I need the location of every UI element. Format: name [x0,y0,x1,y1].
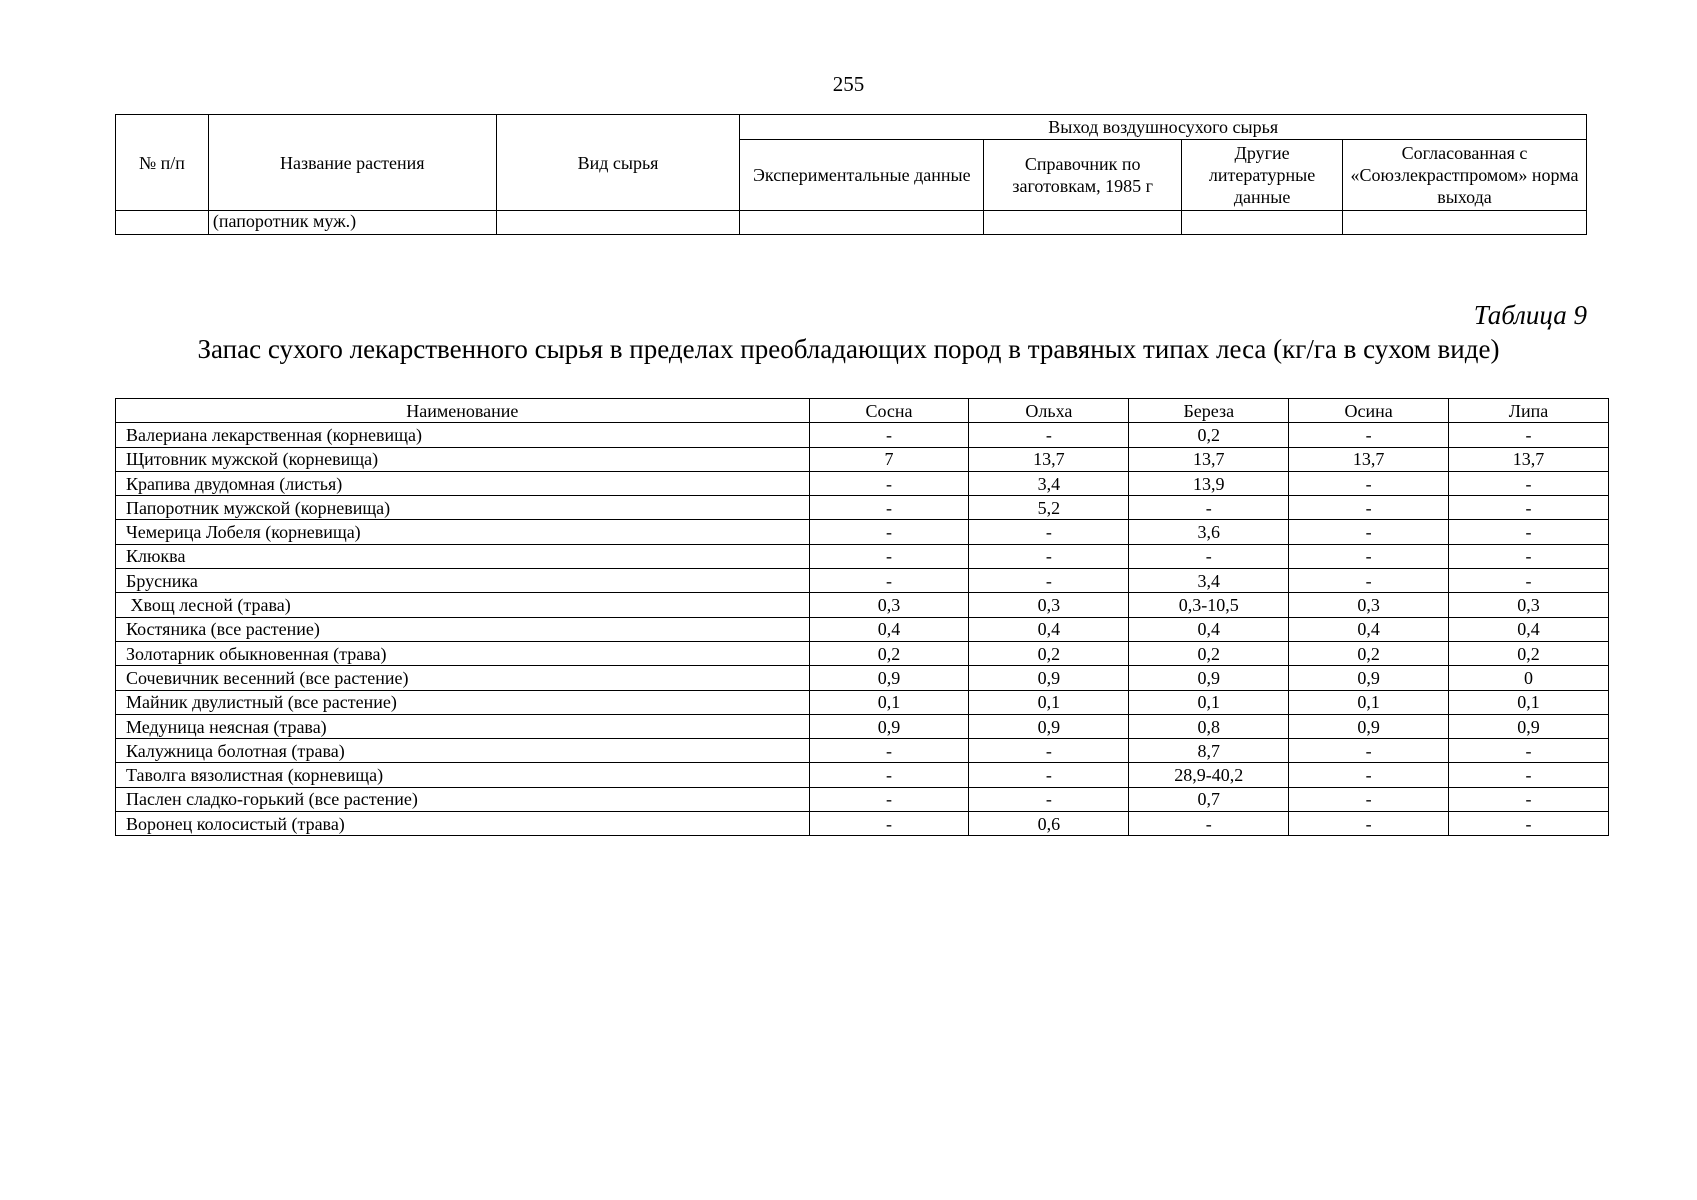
header-experimental: Экспериментальные данные [740,140,984,211]
value-cell: 0,9 [1129,666,1289,690]
table-row [116,641,1609,665]
value-cell: - [969,569,1129,593]
plant-name-cell: Таволга вязолистная (корневища) [116,763,810,787]
plant-name-cell: Крапива двудомная (листья) [116,471,810,495]
cont-cell-other [1182,211,1343,235]
value-cell: 13,9 [1129,471,1289,495]
value-cell: - [1449,763,1609,787]
value-cell: 0,9 [969,714,1129,738]
value-cell: - [809,812,969,836]
table-row [116,763,1609,787]
table-row [116,593,1609,617]
table-row [116,690,1609,714]
value-cell: - [1289,423,1449,447]
value-cell: - [969,520,1129,544]
value-cell: 0,1 [969,690,1129,714]
plant-name-cell: Клюква [116,544,810,568]
header-yield-group: Выход воздушносухого сырья [740,115,1587,140]
value-cell: - [969,739,1129,763]
cont-cell-agreed [1343,211,1587,235]
value-cell: 0,2 [969,641,1129,665]
plant-name-cell: Золотарник обыкновенная (трава) [116,641,810,665]
value-cell: 7 [809,447,969,471]
value-cell: 0,2 [809,641,969,665]
page-number: 255 [832,72,865,96]
value-cell: - [1289,739,1449,763]
value-cell: - [1449,812,1609,836]
value-cell: - [1289,496,1449,520]
stock-table-body [116,423,1609,836]
plant-name-cell: Майник двулистный (все растение) [116,690,810,714]
value-cell: - [969,787,1129,811]
header-raw-type: Вид сырья [496,115,740,211]
value-cell: 13,7 [1129,447,1289,471]
table-row [116,471,1609,495]
table-row [116,666,1609,690]
value-cell: - [1449,423,1609,447]
value-cell: 0,4 [969,617,1129,641]
value-cell: - [809,763,969,787]
value-cell: 13,7 [969,447,1129,471]
table-row [116,617,1609,641]
header-handbook: Справочник по заготовкам, 1985 г [984,140,1182,211]
value-cell: 0,3 [1289,593,1449,617]
table-row [116,520,1609,544]
value-cell: - [1289,787,1449,811]
stock-table [115,398,1609,836]
value-cell: 0 [1449,666,1609,690]
header-plant-name: Название растения [208,115,496,211]
value-cell: 3,4 [1129,569,1289,593]
value-cell: 8,7 [1129,739,1289,763]
value-cell: - [809,739,969,763]
value-cell: 0,1 [1449,690,1609,714]
value-cell: - [809,471,969,495]
value-cell: - [969,763,1129,787]
header-agreed-norm: Согласованная с «Союзлекрастпромом» норма выхода [1343,140,1587,211]
cont-cell-exp [740,211,984,235]
value-cell: - [1449,496,1609,520]
col-header-name: Наименование [116,399,810,423]
table-row [116,544,1609,568]
value-cell: - [1289,569,1449,593]
value-cell: - [809,520,969,544]
value-cell: - [1449,739,1609,763]
value-cell: - [1129,812,1289,836]
value-cell: 0,4 [1449,617,1609,641]
value-cell: - [969,544,1129,568]
value-cell: 0,8 [1129,714,1289,738]
plant-name-cell: Брусника [116,569,810,593]
value-cell: - [1449,569,1609,593]
stock-table-header-row [116,399,1609,423]
value-cell: 0,7 [1129,787,1289,811]
value-cell: 0,1 [1129,690,1289,714]
plant-name-cell: Хвощ лесной (трава) [116,593,810,617]
value-cell: 0,6 [969,812,1129,836]
plant-name-cell: Щитовник мужской (корневища) [116,447,810,471]
value-cell: - [1449,471,1609,495]
value-cell: 0,1 [1289,690,1449,714]
plant-name-cell: Костяника (все растение) [116,617,810,641]
value-cell: 0,4 [1129,617,1289,641]
value-cell: 0,9 [1289,714,1449,738]
col-header-birch: Береза [1129,399,1289,423]
value-cell: 5,2 [969,496,1129,520]
plant-name-cell: Паслен сладко-горький (все растение) [116,787,810,811]
value-cell: - [969,423,1129,447]
value-cell: - [1289,471,1449,495]
value-cell: - [1289,544,1449,568]
value-cell: 0,2 [1129,641,1289,665]
value-cell: 0,1 [809,690,969,714]
value-cell: 3,4 [969,471,1129,495]
value-cell: - [1449,544,1609,568]
col-header-pine: Сосна [809,399,969,423]
col-header-alder: Ольха [969,399,1129,423]
value-cell: - [1289,812,1449,836]
value-cell: 3,6 [1129,520,1289,544]
header-num: № п/п [116,115,209,211]
value-cell: 0,9 [809,714,969,738]
value-cell: - [1129,496,1289,520]
table-row [116,787,1609,811]
value-cell: - [809,544,969,568]
table-row [116,496,1609,520]
plant-name-cell: Сочевичник весенний (все растение) [116,666,810,690]
value-cell: - [1129,544,1289,568]
value-cell: - [1289,520,1449,544]
continuation-table [115,114,1587,235]
value-cell: - [809,787,969,811]
value-cell: - [1289,763,1449,787]
value-cell: 13,7 [1289,447,1449,471]
value-cell: 0,4 [1289,617,1449,641]
plant-name-cell: Папоротник мужской (корневища) [116,496,810,520]
value-cell: - [1449,787,1609,811]
value-cell: 0,4 [809,617,969,641]
value-cell: 0,2 [1129,423,1289,447]
table-row [116,812,1609,836]
table-title: Запас сухого лекарственного сырья в пределах преобладающих пород в травяных типах леса (кг/га в сухом виде) [197,334,1500,364]
table-row [116,714,1609,738]
value-cell: 0,9 [1449,714,1609,738]
value-cell: - [809,569,969,593]
plant-name-cell: Валериана лекарственная (корневища) [116,423,810,447]
plant-name-cell: Чемерица Лобеля (корневища) [116,520,810,544]
value-cell: 0,3 [1449,593,1609,617]
value-cell: 13,7 [1449,447,1609,471]
cont-cell-num [116,211,209,235]
value-cell: - [809,496,969,520]
cont-cell-name: (папоротник муж.) [208,211,496,235]
table-row [116,447,1609,471]
header-other-literature: Другие литературные данные [1182,140,1343,211]
table-row [116,739,1609,763]
plant-name-cell: Калужница болотная (трава) [116,739,810,763]
cont-cell-type [496,211,740,235]
col-header-aspen: Осина [1289,399,1449,423]
plant-name-cell: Медуница неясная (трава) [116,714,810,738]
cont-cell-handbook [984,211,1182,235]
value-cell: - [1449,520,1609,544]
value-cell: 0,3 [809,593,969,617]
value-cell: 0,9 [969,666,1129,690]
value-cell: 0,3 [969,593,1129,617]
table-row [116,569,1609,593]
value-cell: 0,9 [1289,666,1449,690]
value-cell: 0,3-10,5 [1129,593,1289,617]
col-header-linden: Липа [1449,399,1609,423]
value-cell: 28,9-40,2 [1129,763,1289,787]
table-label: Таблица 9 [1473,300,1587,330]
value-cell: 0,2 [1449,641,1609,665]
value-cell: 0,2 [1289,641,1449,665]
plant-name-cell: Воронец колосистый (трава) [116,812,810,836]
table-row [116,423,1609,447]
value-cell: - [809,423,969,447]
value-cell: 0,9 [809,666,969,690]
